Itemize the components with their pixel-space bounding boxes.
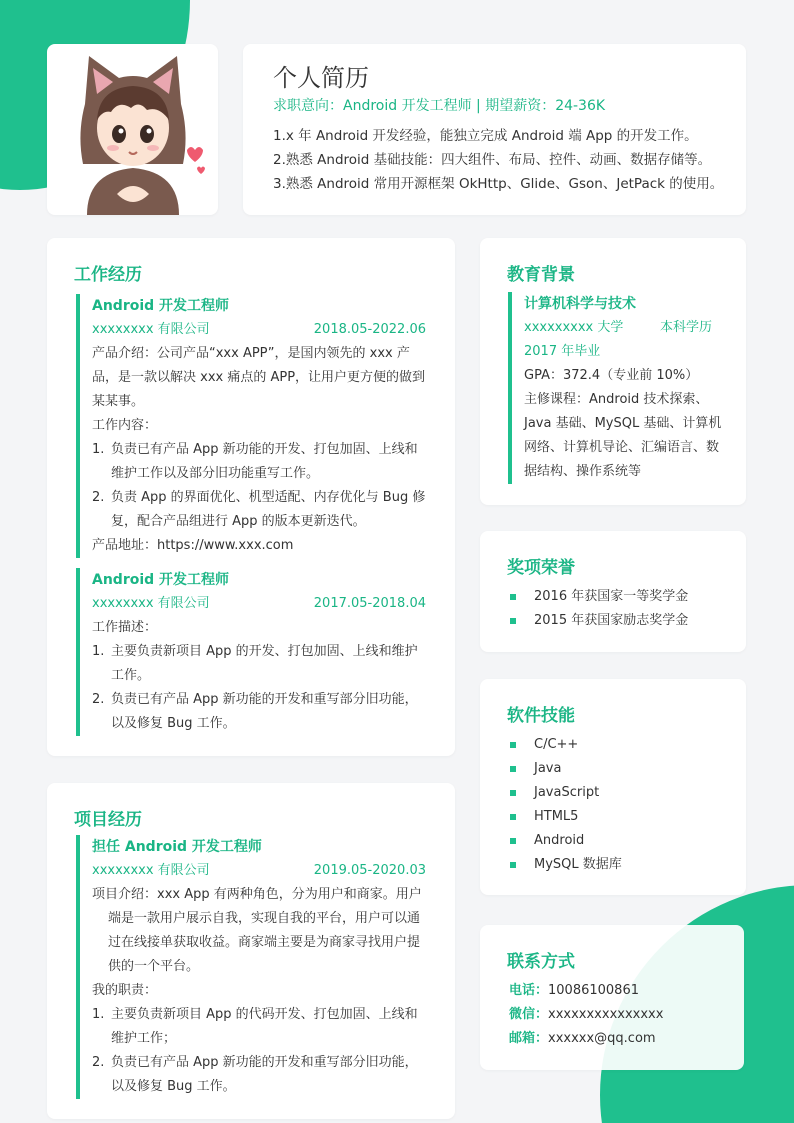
education-graduation: 2017 年毕业	[524, 344, 601, 359]
skills-list	[510, 733, 622, 877]
contact-phone: 电话：10086100861	[509, 983, 639, 998]
education-major: 计算机科学与技术	[524, 296, 636, 312]
job-role: Android 开发工程师	[92, 572, 230, 588]
bullet-icon	[510, 790, 516, 796]
work-section-title: 工作经历	[74, 265, 142, 285]
awards-card	[480, 531, 746, 652]
work-card	[47, 238, 455, 756]
avatar-card	[47, 44, 218, 215]
job-content-label: 工作内容：	[92, 418, 158, 433]
list-item: 2015 年获国家励志奖学金	[510, 609, 688, 633]
project-card	[47, 783, 455, 1119]
list-item: 1. 主要负责新项目 App 的开发、打包加固、上线和维护工作。	[92, 644, 418, 683]
education-card	[480, 238, 746, 505]
list-item: JavaScript	[510, 781, 622, 805]
list-item: HTML5	[510, 805, 622, 829]
summary-line: 1.x 年 Android 开发经验，能独立完成 Android 端 App 的开发工作。	[273, 128, 698, 144]
list-item: 1. 负责已有产品 App 新功能的开发、打包加固、上线和维护工作以及部分旧功能重写工作。	[92, 442, 418, 481]
project-role: 担任 Android 开发工程师	[92, 839, 262, 855]
job-content-label: 工作描述：	[92, 620, 158, 635]
summary-line: 3.熟悉 Android 常用开源框架 OkHttp、Glide、Gson、JetPack 的使用。	[273, 176, 724, 192]
project-duty-label: 我的职责：	[92, 983, 158, 998]
project-section-title: 项目经历	[74, 810, 142, 830]
project-period: 2019.05-2020.03	[313, 863, 426, 878]
bullet-icon	[510, 814, 516, 820]
contact-section-title: 联系方式	[507, 952, 575, 972]
job-period: 2017.05-2018.04	[313, 596, 426, 611]
header-card	[243, 44, 746, 215]
awards-list	[510, 585, 688, 633]
education-entry	[508, 292, 724, 484]
avatar	[47, 44, 218, 215]
work-entry	[76, 568, 426, 736]
education-gpa: GPA：372.4（专业前 10%）	[524, 368, 699, 383]
education-courses: 主修课程：Android 技术探索、Java 基础、MySQL 基础、计算机网络、计算机导论、汇编语言、数据结构、操作系统等	[524, 392, 722, 479]
job-company: xxxxxxxx 有限公司	[92, 596, 210, 611]
list-item: 2016 年获国家一等奖学金	[510, 585, 688, 609]
list-item: Java	[510, 757, 622, 781]
education-degree: 本科学历	[660, 320, 713, 335]
work-entry	[76, 294, 426, 558]
contact-card	[480, 925, 744, 1070]
bullet-icon	[510, 618, 516, 624]
summary	[273, 124, 723, 196]
bullet-icon	[510, 766, 516, 772]
list-item: 2. 负责已有产品 App 新功能的开发和重写部分旧功能，以及修复 Bug 工作。	[92, 1055, 418, 1094]
product-address: 产品地址：https://www.xxx.com	[92, 538, 294, 553]
skills-card	[480, 679, 746, 895]
job-intention: 求职意向：Android 开发工程师 | 期望薪资：24-36K	[273, 98, 606, 114]
list-item: 2. 负责已有产品 App 新功能的开发和重写部分旧功能，以及修复 Bug 工作。	[92, 692, 418, 731]
job-role: Android 开发工程师	[92, 298, 230, 314]
list-item: 2. 负责 App 的界面优化、机型适配、内存优化与 Bug 修复，配合产品组进行 App 的版本更新迭代。	[92, 490, 426, 529]
education-section-title: 教育背景	[507, 265, 575, 285]
list-item: Android	[510, 829, 622, 853]
job-intro: 产品介绍：公司产品“xxx APP”，是国内领先的 xxx 产品，是一款以解决 xxx 痛点的 APP，让用户更方便的做到某某事。	[92, 346, 426, 409]
project-entry	[76, 835, 426, 1099]
bullet-icon	[510, 838, 516, 844]
bullet-icon	[510, 742, 516, 748]
contact-wechat: 微信：xxxxxxxxxxxxxxx	[509, 1007, 664, 1022]
job-period: 2018.05-2022.06	[313, 322, 426, 337]
skills-section-title: 软件技能	[507, 706, 575, 726]
job-company: xxxxxxxx 有限公司	[92, 322, 210, 337]
list-item: 1. 主要负责新项目 App 的代码开发、打包加固、上线和维护工作；	[92, 1007, 418, 1046]
list-item: C/C++	[510, 733, 622, 757]
contact-email[interactable]: 邮箱：xxxxxx@qq.com	[509, 1031, 656, 1046]
list-item: MySQL 数据库	[510, 853, 622, 877]
page-title: 个人简历	[273, 64, 369, 92]
bullet-icon	[510, 594, 516, 600]
education-school: xxxxxxxxx 大学	[524, 320, 624, 335]
awards-section-title: 奖项荣誉	[507, 558, 575, 578]
summary-line: 2.熟悉 Android 基础技能：四大组件、布局、控件、动画、数据存储等。	[273, 152, 712, 168]
project-company: xxxxxxxx 有限公司	[92, 863, 210, 878]
contact-list	[509, 979, 663, 1051]
project-intro: 项目介绍：xxx App 有两种角色，分为用户和商家。用户端是一款用户展示自我，实现自我的平台，用户可以通过在线接单获取收益。商家端主要是为商家寻找用户提供的一个平台。	[92, 887, 422, 974]
bullet-icon	[510, 862, 516, 868]
